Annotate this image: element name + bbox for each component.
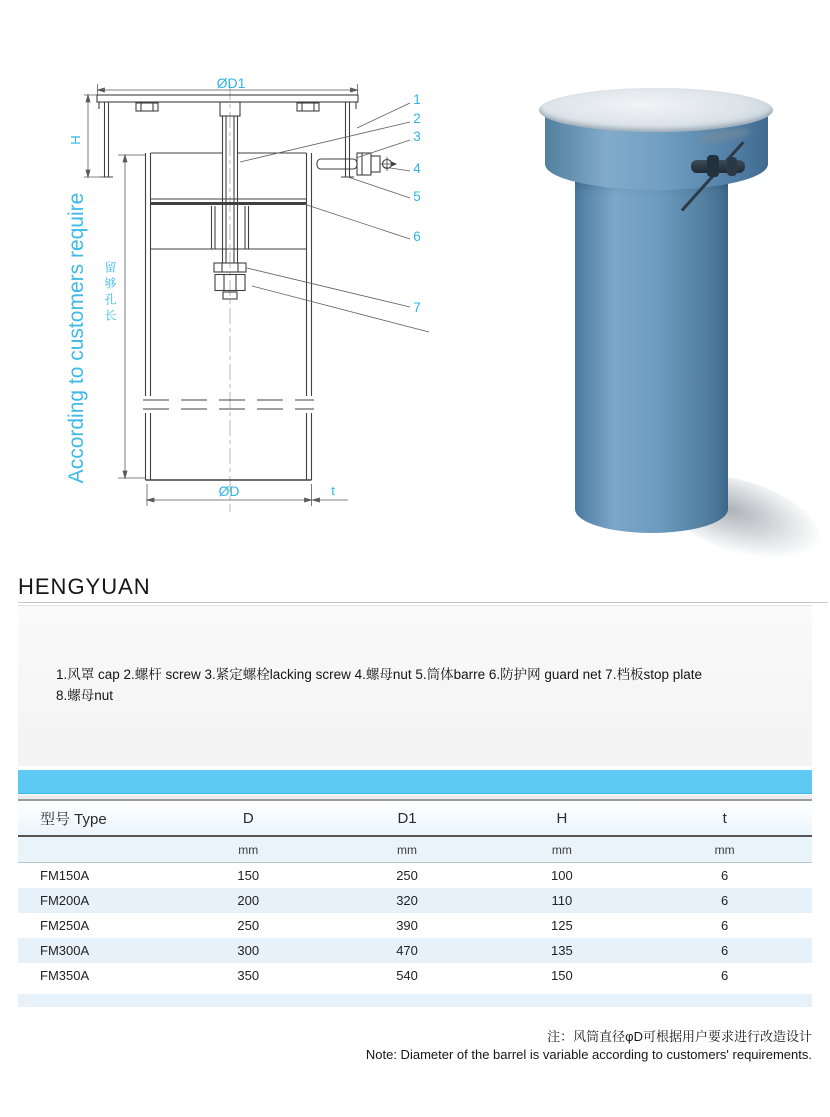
cap-top-disc [539, 88, 773, 132]
table-row [18, 863, 812, 888]
side-bolt-knob-2 [727, 157, 737, 176]
cell-d1: 470 [396, 943, 418, 958]
cell-t: 6 [721, 968, 729, 983]
legend-line-1: 1.风罩 cap 2.螺杆 screw 3.紧定螺栓lacking screw 4.螺母nut 5.筒体barre 6.防护网 guard net 7.档板stop plate [56, 667, 702, 682]
callout-3: 3 [413, 129, 421, 144]
legend-line-2: 8.螺母nut [56, 688, 114, 703]
footnote-en: Note: Diameter of the barrel is variable according to customers' requirements. [365, 1047, 812, 1062]
callout-leaders [240, 103, 429, 332]
table-row [18, 888, 812, 913]
callout-7: 7 [413, 300, 421, 315]
footnotes [366, 1028, 812, 1064]
unit-cell: mm [551, 842, 572, 857]
col-header-t: t [722, 809, 727, 827]
cell-h: 110 [551, 893, 573, 908]
table-row [18, 963, 812, 988]
side-bolt-knob [707, 155, 719, 177]
cell-d: 150 [237, 868, 260, 883]
unit-cell: mm [397, 842, 418, 857]
brand-title: HENGYUAN [18, 574, 151, 599]
callout-1: 1 [413, 92, 421, 107]
cell-h: 125 [551, 918, 573, 933]
col-header-type: 型号 Type [40, 810, 107, 828]
callout-4: 4 [413, 161, 421, 176]
product-photo [495, 60, 820, 565]
technical-drawing [30, 40, 460, 530]
cell-type: FM150A [40, 868, 90, 883]
cell-t: 6 [721, 868, 729, 883]
cell-d: 200 [237, 893, 260, 908]
cell-d: 250 [237, 918, 260, 933]
callout-2: 2 [413, 111, 421, 126]
cell-d: 300 [237, 943, 260, 958]
brand-divider [18, 602, 828, 603]
callout-5: 5 [413, 189, 421, 204]
cell-h: 100 [551, 868, 573, 883]
cell-t: 6 [721, 893, 729, 908]
cell-h: 150 [551, 968, 573, 983]
table-units-row [18, 837, 812, 863]
col-header-h: H [556, 809, 568, 827]
callout-6: 6 [413, 229, 421, 244]
footnote-cn: 注：风筒直径φD可根据用户要求进行改造设计 [547, 1029, 812, 1044]
dim-label-t: t [331, 483, 335, 498]
cell-type: FM300A [40, 943, 90, 958]
table-row [18, 938, 812, 963]
drawing-side-note-cn: 留够孔长 [103, 261, 117, 325]
cell-type: FM200A [40, 893, 90, 908]
table-accent-band [18, 770, 812, 794]
barrel-body [575, 178, 728, 533]
legend-panel [18, 605, 812, 766]
cell-d1: 390 [396, 918, 418, 933]
drawing-side-note-en: According to customers require [65, 192, 88, 484]
cell-d1: 250 [396, 868, 418, 883]
col-header-d1: D1 [397, 809, 417, 827]
cell-d1: 540 [396, 968, 418, 983]
cell-t: 6 [721, 943, 729, 958]
cell-h: 135 [551, 943, 573, 958]
table-row [18, 913, 812, 938]
cell-d1: 320 [396, 893, 418, 908]
spec-table [18, 770, 812, 1007]
cell-type: FM350A [40, 968, 90, 983]
dimension-lines [84, 84, 358, 506]
cell-d: 350 [237, 968, 260, 983]
unit-cell: mm [238, 842, 259, 857]
table-footer-band [18, 994, 812, 1007]
col-header-d: D [242, 809, 254, 827]
cell-t: 6 [721, 918, 729, 933]
dim-label-h: H [68, 135, 83, 145]
unit-cell: mm [714, 842, 735, 857]
break-lines [143, 400, 314, 409]
drawing-structure [97, 95, 397, 480]
dim-label-d1: ØD1 [216, 75, 246, 91]
table-header-row [18, 799, 812, 837]
cell-type: FM250A [40, 918, 90, 933]
dim-label-d: ØD [218, 483, 240, 499]
